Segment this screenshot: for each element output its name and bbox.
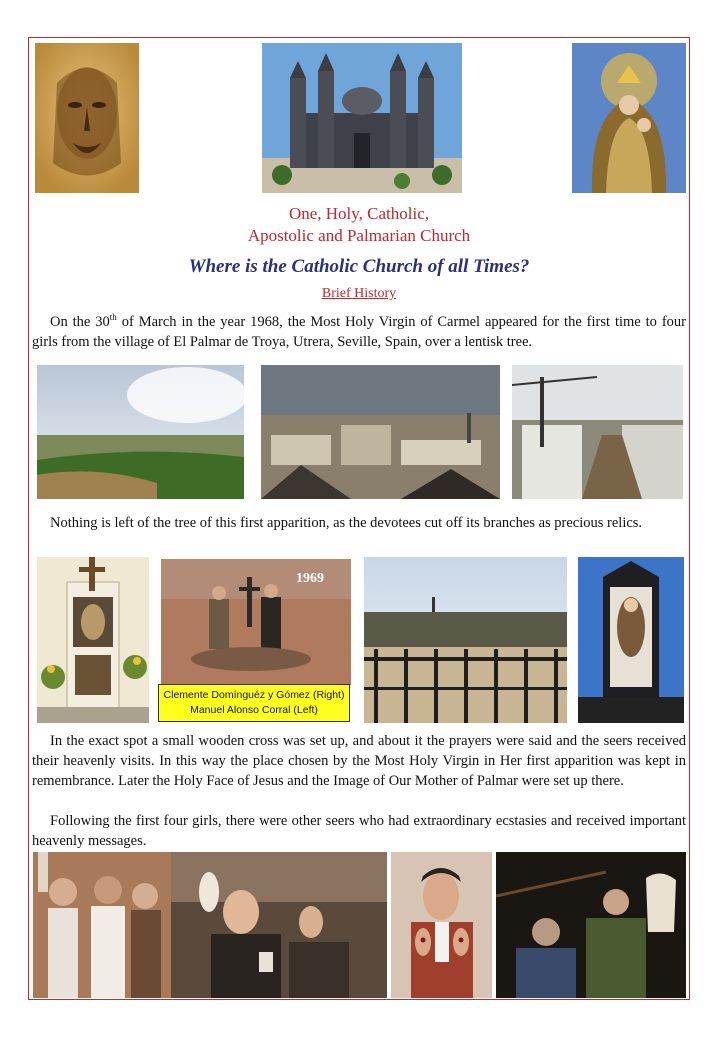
fenced-field-image	[364, 557, 567, 723]
ecstasy-crowd-image	[33, 852, 171, 998]
virgin-image	[572, 43, 686, 193]
priest-hands-image	[391, 852, 492, 998]
paragraph-other-seers: Following the first four girls, there were other seers who had extraordinary ecstasies and received important heavenly messages.	[32, 813, 686, 849]
seer-raised-hands-image	[171, 852, 387, 998]
landscape-image	[37, 365, 244, 499]
church-name-line1: One, Holy, Catholic,	[288, 204, 430, 223]
main-question-heading: Where is the Catholic Church of all Times?	[188, 256, 530, 277]
village-image	[261, 365, 500, 499]
caption-line-1: Clemente Domínguéz y Gómez (Right)	[163, 689, 345, 701]
shrine-image	[37, 557, 149, 723]
paragraph-tree-relics: Nothing is left of the tree of this first apparition, as the devotees cut off its branches as precious relics.	[50, 515, 643, 531]
cathedral-image	[262, 43, 462, 193]
caption-line-2: Manuel Alonso Corral (Left)	[190, 704, 318, 716]
photo-caption-box	[158, 684, 350, 722]
group-prayer-image	[496, 852, 686, 998]
church-name-line2: Apostolic and Palmarian Church	[247, 226, 471, 245]
brief-history-subheading: Brief History	[321, 286, 397, 301]
holy-face-image	[35, 43, 139, 193]
shrine-virgin-image	[578, 557, 684, 723]
year-label: 1969	[296, 571, 324, 586]
village-street-image	[512, 365, 683, 499]
paragraph-wooden-cross: In the exact spot a small wooden cross was set up, and about it the prayers were said and the seers received their heavenly visits. In this way the place chosen by the Most Holy Virgin in Her first apparition was kept in remembrance. Later the Holy Face of Jesus and the Image of Our Mother of Palmar were set up there.	[32, 733, 686, 789]
paragraph-first-apparition: On the 30th of March in the year 1968, the Most Holy Virgin of Carmel appeared for the first time to four girls from the village of El Palmar de Troya, Utrera, Seville, Spain, over a lentisk tree.	[32, 312, 687, 350]
